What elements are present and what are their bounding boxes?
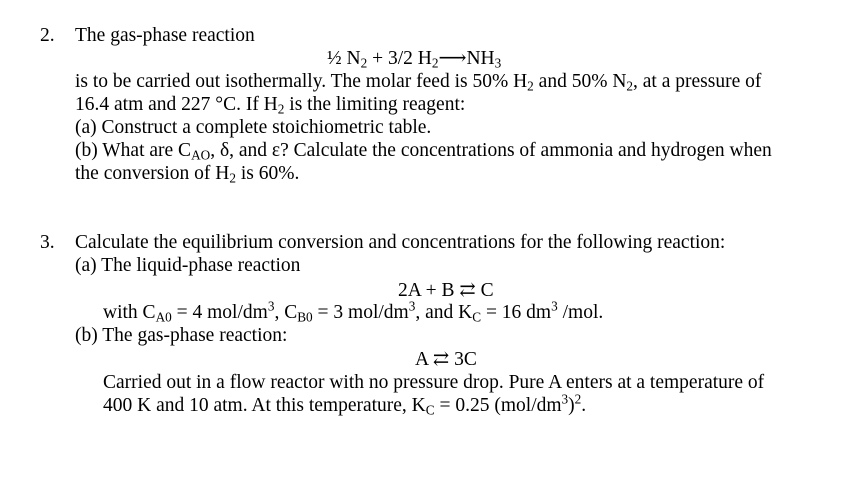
- problem-3-part-b: (b) The gas-phase reaction:: [75, 325, 288, 346]
- problem-3-carried-line: Carried out in a flow reactor with no pressure drop. Pure A enters at a temperature of: [103, 372, 765, 393]
- problem-2-part-b: (b) What are $C_{AO}$, δ, and ε? Calculate the concentrations of ammonia and hydrogen when: [75, 140, 772, 163]
- problem-2-line-3: is to be carried out isothermally. The molar feed is 50% $H_2$ and 50% $N_2$, at a pressure of: [75, 71, 762, 94]
- problem-2-part-b-cont: the conversion of $H_2$ is 60%.: [75, 163, 300, 186]
- problem-3-number: 3.: [40, 232, 55, 253]
- problem-3-reaction-a: 2A + B ⇄ C: [398, 280, 494, 301]
- problem-2-intro: The gas-phase reaction: [75, 25, 255, 46]
- problem-3-with-line: with $C_{A0} = 4$ mol/$dm^3$, $C_{B0} = 3$ mol/$dm^3$, and $K_C = 16$ $dm^3$ /mol.: [103, 298, 604, 325]
- problem-3-last-line: 400 K and 10 atm. At this temperature, $K_C = 0.25$ $(mol/dm^3)^2$.: [103, 391, 587, 418]
- problem-3-intro: Calculate the equilibrium conversion and concentrations for the following reaction:: [75, 232, 726, 253]
- problem-3-part-a: (a) The liquid-phase reaction: [75, 255, 301, 276]
- problem-2-line-4: 16.4 atm and 227 °C. If $H_2$ is the limiting reagent:: [75, 94, 466, 117]
- problem-2-reaction: ½ $N_2 + 3/2$ $H_2⟶NH_3$: [327, 48, 502, 71]
- problem-2-part-a: (a) Construct a complete stoichiometric table.: [75, 117, 432, 138]
- reaction-arrow-icon: ⟶: [438, 48, 467, 69]
- problem-2-number: 2.: [40, 25, 55, 46]
- problem-3-reaction-b: A ⇄ 3C: [415, 349, 477, 370]
